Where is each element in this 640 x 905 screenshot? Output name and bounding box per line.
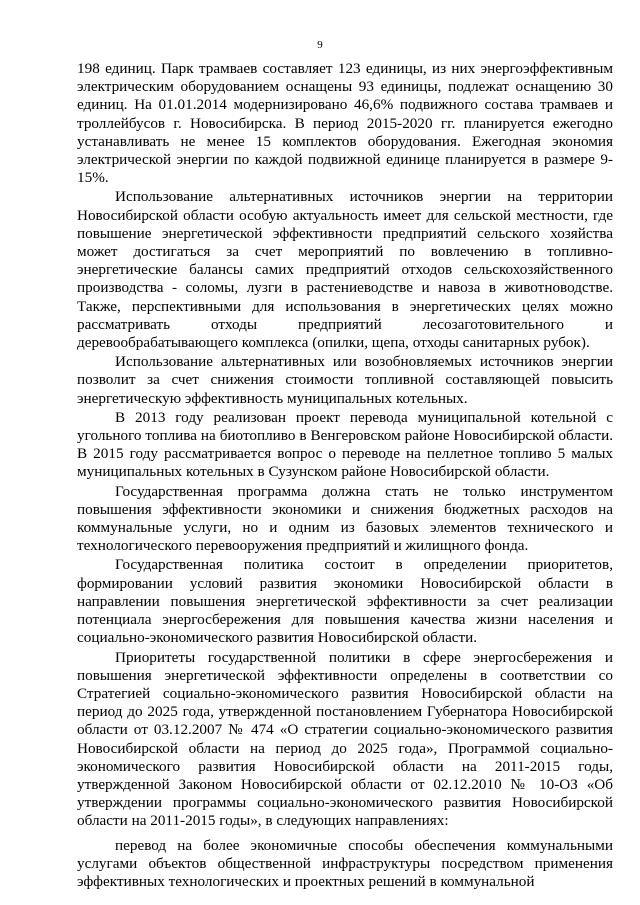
- document-body: [77, 60, 613, 892]
- paragraph-policy-priorities: Приоритеты государственной политики в сфере энергосбережения и повышения энергетической эффективности определены в соответствии со Стратегией социально-экономического развития Новосибирской области на период до 2025 года, утвержденной постановлением Губернатора Новосибирской области от 03.12.2007 № 474 «О стратегии социально-экономического развития Новосибирской области на период до 2025 года», Программой социально-экономического развития Новосибирской области на 2011-2015 годы, утвержденной Законом Новосибирской области от 02.12.2010 № 10-ОЗ «Об утверждении программы социально-экономического развития Новосибирской области на 2011-2015 годы», в следующих направлениях:: [77, 648, 613, 830]
- page-number: 9: [317, 39, 323, 51]
- paragraph-renewable-boilers: Использование альтернативных или возобновляемых источников энергии позволит за счет снижения стоимости топливной составляющей повысить энергетическую эффективность муниципальных котельных.: [77, 353, 613, 407]
- paragraph-state-program: Государственная программа должна стать не только инструментом повышения эффективности экономики и снижения бюджетных расходов на коммунальные услуги, но и одним из базовых элементов технического и технологического перевооружения предприятий и жилищного фонда.: [77, 482, 613, 555]
- paragraph-biofuel-project: В 2013 году реализован проект перевода муниципальной котельной с угольного топлива на биотопливо в Венгеровском районе Новосибирской области. В 2015 году рассматривается вопрос о переводе на пеллетное топливо 5 малых муниципальных котельных в Сузунском районе Новосибирской области.: [77, 408, 613, 481]
- paragraph-state-policy: Государственная политика состоит в определении приоритетов, формировании условий развития экономики Новосибирской области в направлении повышения энергетической эффективности за счет реализации потенциала энергосбережения для повышения качества жизни населения и социально-экономического развития Новосибирской области.: [77, 556, 613, 647]
- paragraph-alternative-sources: Использование альтернативных источников энергии на территории Новосибирской области особую актуальность имеет для сельской местности, где повышение энергетической эффективности предприятий сельского хозяйства может достигаться за счет мероприятий по вовлечению в топливно-энергетические балансы самих предприятий отходов сельскохозяйственного производства - соломы, лузги в растениеводстве и навоза в животноводстве. Также, перспективными для использования в энергетических целях можно рассматривать отходы предприятий лесозаготовительного и деревообрабатывающего комплекса (опилки, щепа, отходы санитарных рубок).: [77, 188, 613, 352]
- paragraph-tram-fleet: 198 единиц. Парк трамваев составляет 123 единицы, из них энергоэффективным электрическим оборудованием оснащены 93 единицы, подлежат оснащению 30 единиц. На 01.01.2014 модернизировано 46,6% подвижного состава трамваев и троллейбусов г. Новосибирска. В период 2015-2020 гг. планируется ежегодно устанавливать не менее 15 комплектов оборудования. Ежегодная экономия электрической энергии по каждой подвижной единице планируется в размере 9-15%.: [77, 60, 613, 187]
- paragraph-direction-item: перевод на более экономичные способы обеспечения коммунальными услугами объектов общественной инфраструктуры посредством применения эффективных технологических и проектных решений в коммунальной: [77, 836, 613, 890]
